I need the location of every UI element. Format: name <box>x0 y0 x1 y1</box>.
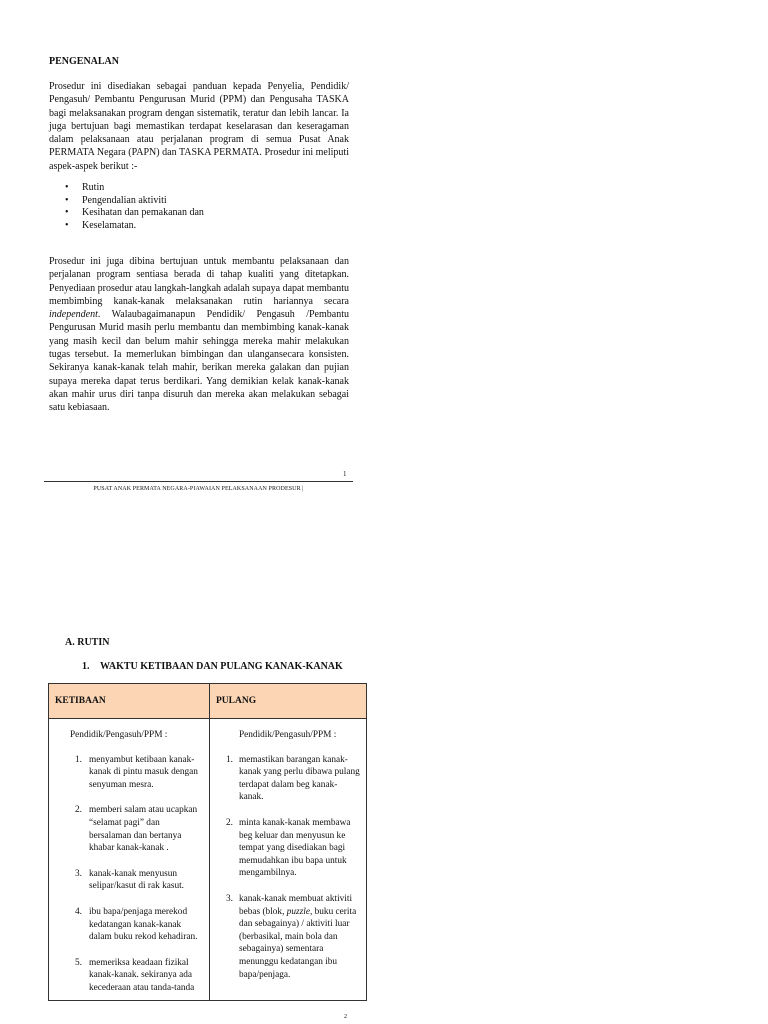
ketibaan-cell <box>49 719 210 1001</box>
intro-paragraph: Prosedur ini disediakan sebagai panduan kepada Penyelia, Pendidik/ Pengasuh/ Pembantu Pengurusan Murid (PPM) dan Pengusaha TASKA bagi melaksanakan program dengan sistematik, teratur dan lebih lancar. Ia juga bertujuan bagi memastikan terdapat keselarasan dan keseragaman dalam pelaksanaan atau perjalanan program di semua Pusat Anak PERMATA Negara (PAPN) dan TASKA PERMATA. Prosedur ini meliputi aspek-aspek berikut :- <box>49 81 349 172</box>
pulang-cell <box>209 719 366 1001</box>
list-item: • Kesihatan dan pemakanan dan <box>49 207 204 220</box>
list-item: 4. ibu bapa/penjaga merekod kedatangan kanak-kanak dalam buku rekod kehadiran. <box>75 906 198 943</box>
header-pulang: PULANG <box>209 684 366 719</box>
section-heading: PENGENALAN <box>49 56 120 67</box>
ketibaan-intro: Pendidik/Pengasuh/PPM : <box>70 730 168 740</box>
purpose-text-a: Prosedur ini juga dibina bertujuan untuk membantu pelaksanaan dan perjalanan program sentiasa berada di tahap kualiti yang ditetapkan. Penyediaan prosedur atau langkah-langkah adalah supaya dapat membantu membimbing kanak-kanak melaksanakan rutin hariannya secara <box>49 256 349 307</box>
page-number: 1 <box>343 470 347 478</box>
subsection-number: 1. <box>82 661 90 672</box>
list-item: 3. kanak-kanak menyusun selipar/kasut di rak kasut. <box>75 868 185 892</box>
subsection-title <box>82 661 343 672</box>
list-item: 2. minta kanak-kanak membawa beg keluar dan menyusun ke tempat yang disediakan bagi memudahkan ibu bapa untuk mengambilnya. <box>225 817 351 879</box>
list-item: 1. menyambut ketibaan kanak-kanak di pintu masuk dengan senyuman mesra. <box>75 754 198 790</box>
list-item: • Rutin <box>49 182 204 195</box>
list-item: 5. memeriksa keadaan fizikal kanak-kanak. sekiranya ada kecederaan atau tanda-tanda <box>75 957 195 993</box>
list-item: • Keselamatan. <box>49 220 204 233</box>
table-header-row <box>49 684 367 719</box>
subsection-label: WAKTU KETIBAAN DAN PULANG KANAK-KANAK <box>100 661 343 672</box>
purpose-text-b: . Walaubagaimanapun Pendidik/ Pengasuh /Pembantu Pengurusan Murid masih perlu membantu dan membimbing kanak-kanak yang masih kecil dan belum mahir sehingga mereka mahir melakukan tugas tersebut. Ia memerlukan bimbingan dan ulangansecara konsisten. Sekiranya kanak-kanak telah mahir, berikan mereka galakan dan pujian supaya mereka dapat terus berdikari. Yang demikian kelak kanak-kanak akan mahir urus diri tanpa disuruh dan mereka akan melakukan sebagai satu kebiasaan. <box>49 309 349 414</box>
header-ketibaan: KETIBAAN <box>49 684 210 719</box>
aspect-list <box>49 182 204 232</box>
list-item: • Pengendalian aktiviti <box>49 195 204 208</box>
section-title: A. RUTIN <box>65 637 110 648</box>
document-page-2 <box>0 500 768 1024</box>
purpose-paragraph <box>49 255 349 415</box>
purpose-text-italic: independent <box>49 309 98 321</box>
list-item: 1. memastikan barangan kanak-kanak yang perlu dibawa pulang terdapat dalam beg kanak-kanak. <box>225 754 360 803</box>
page-footer: PUSAT ANAK PERMATA NEGARA-PIAWAIAN PELAKSANAAN PRODESUR | <box>93 486 304 492</box>
pulang-steps <box>210 754 366 982</box>
pulang-intro: Pendidik/Pengasuh/PPM : <box>238 730 337 740</box>
table-row <box>49 719 367 1001</box>
page-number: 2 <box>344 1014 347 1020</box>
list-item: 3. kanak-kanak membuat aktiviti bebas (blok, puzzle, buku cerita dan sebagainya) / aktiviti luar (berbasikal, main bola dan sebagainya) sementara menunggu kedatangan ibu bapa/penjaga. <box>225 893 357 980</box>
ketibaan-steps <box>49 754 209 995</box>
document-page-1 <box>0 0 768 500</box>
list-item: 2. memberi salam atau ucapkan “selamat pagi” dan bersalaman dan bertanya khabar kanak-kanak . <box>75 805 198 854</box>
footer-divider <box>44 481 353 482</box>
arrival-departure-table <box>48 683 367 1001</box>
